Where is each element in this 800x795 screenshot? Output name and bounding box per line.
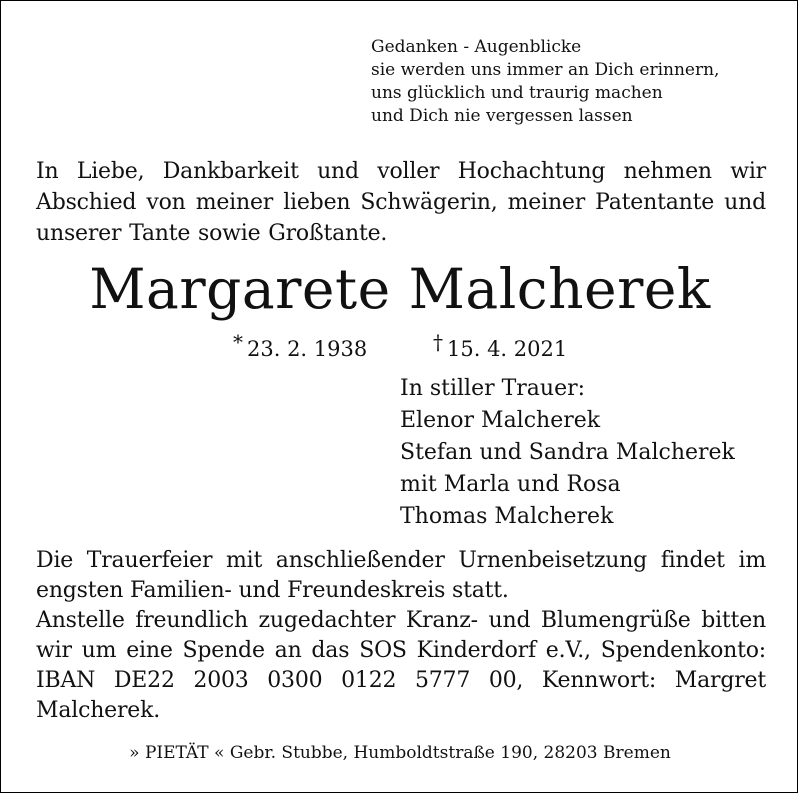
deceased-name: Margarete Malcherek (89, 257, 711, 321)
mourner-name: mit Marla und Rosa (400, 472, 621, 497)
mourners-block (400, 373, 735, 533)
intro-text: In Liebe, Dankbarkeit und voller Hochachtung nehmen wir Abschied von meiner lieben Schwägerin, meiner Patentante und unserer Tante sowie Großtante. (36, 159, 766, 246)
poem-line: und Dich nie vergessen lassen (371, 106, 633, 126)
mourner-name: Stefan und Sandra Malcherek (400, 440, 735, 465)
mourners-heading: In stiller Trauer: (400, 376, 586, 401)
death-date-line (433, 330, 568, 363)
funeral-info: Die Trauerfeier mit anschließender Urnenbeisetzung findet im engsten Familien- und Freundeskreis statt. (36, 548, 766, 603)
birth-star-icon: * (233, 330, 243, 354)
notice-text (36, 546, 766, 726)
memorial-poem (371, 36, 719, 128)
funeral-home-footer: » PIETÄT « Gebr. Stubbe, Humboldtstraße 190, 28203 Bremen (129, 743, 671, 763)
mourner-name: Thomas Malcherek (400, 504, 614, 529)
poem-line: Gedanken - Augenblicke (371, 37, 582, 57)
donation-info: Anstelle freundlich zugedachter Kranz- und Blumengrüße bitten wir um eine Spende an das SOS Kinderdorf e.V., Spendenkonto: IBAN DE22 2003 0300 0122 5777 00, Kennwort: Margret Malcherek. (36, 608, 766, 723)
mourner-name: Elenor Malcherek (400, 408, 601, 433)
birth-date-line (233, 330, 368, 363)
birth-date: 23. 2. 1938 (247, 337, 368, 361)
death-cross-icon: † (433, 330, 443, 354)
death-date: 15. 4. 2021 (447, 337, 568, 361)
poem-line: uns glücklich und traurig machen (371, 83, 663, 103)
poem-line: sie werden uns immer an Dich erinnern, (371, 60, 720, 80)
